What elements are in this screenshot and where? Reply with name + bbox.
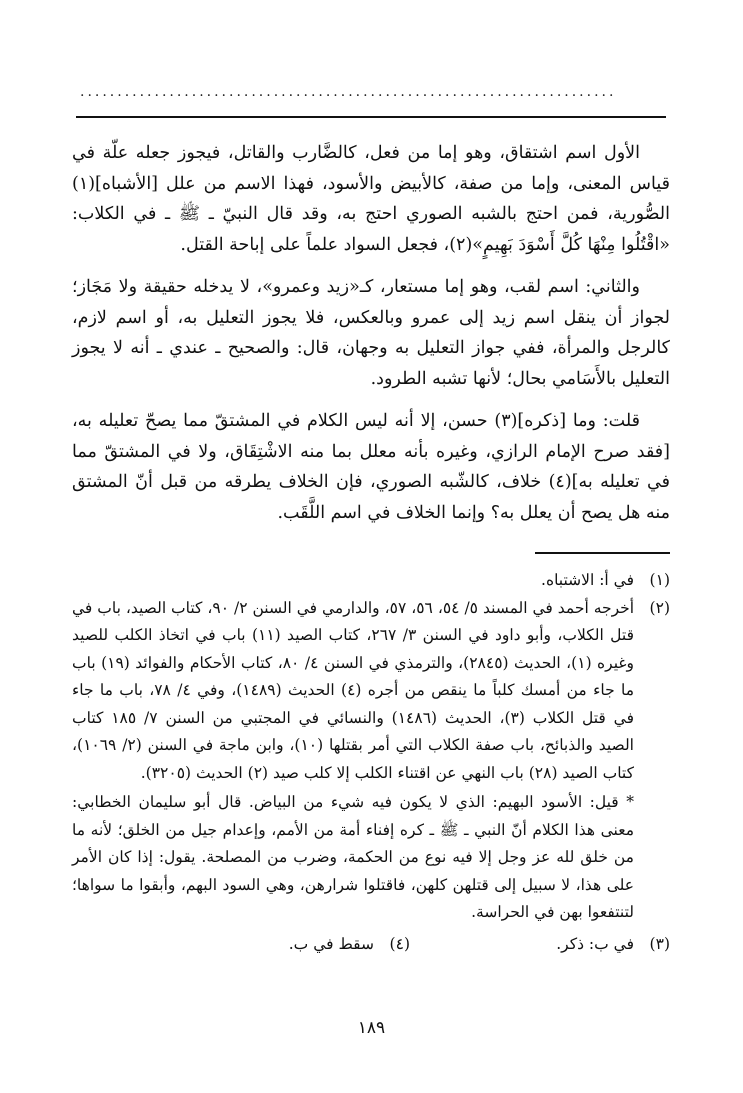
footnote-commentary: * قيل: الأسود البهيم: الذي لا يكون فيه شيء من البياض. قال أبو سليمان الخطابي: معنى هذا الكلام أنّ النبي ـ ﷺ ـ كره إفناء أمة من الأمم، وإعدام جيل من الخلق؛ لأنه ما من خلق لله عز وجل إلا فيه نوع من الحكمة، وضرب من المصلحة. يقول: إذا كان الأمر على هذا، لا سبيل إلى قتلهن كلهن، فاقتلوا شرارهن، وهي السود البهم، وأبقوا ما سواها؛ لتنتفعوا بهن في الحراسة. (72, 793, 634, 921)
footnote-3 (410, 931, 670, 959)
header-rule (76, 116, 666, 118)
paragraph-first: الأول اسم اشتقاق، وهو إما من فعل، كالضَّارب والقاتل، فيجوز جعله علّة في قياس المعنى، وإما من صفة، كالأبيض والأسود، فهذا الاسم من علل [الأشباه](١) الصُّورية، فمن احتج بالشبه الصوري احتج به، وقد قال النبيّ ـ ﷺ ـ في الكلاب: «اقْتُلُوا مِنْهَا كُلَّ أَسْوَدَ بَهِيمٍ»(٢)، فجعل السواد علماً على إباحة القتل. (72, 143, 670, 255)
page-number: ١٨٩ (357, 1018, 386, 1038)
footnote-1 (72, 567, 670, 595)
footnote-number: (٤) (389, 934, 410, 953)
footnote-number: (٣) (649, 934, 670, 953)
footnote-text: أخرجه أحمد في المسند ٥/ ٥٤، ٥٦، ٥٧، والدارمي في السنن ٢/ ٩٠، كتاب الصيد، باب في قتل الكلاب، وأبو داود في السنن ٣/ ٢٦٧، كتاب الصيد (١١) باب في اتخاذ الكلب للصيد وغيره (١)، الحديث (٢٨٤٥)، والترمذي في السنن ٤/ ٨٠، كتاب الأحكام والفوائد (١٩) باب ما جاء من أمسك كلباً ما ينقص من أجره (٤) الحديث (١٤٨٩)، وفي ٤/ ٧٨، باب ما جاء في قتل الكلاب (٣)، الحديث (١٤٨٦) والنسائي في المجتبي من السنن ٧/ ١٨٥ كتاب الصيد والذبائح، باب صفة الكلاب التي أمر بقتلها (١٠)، وابن ماجة في السنن (٢/ ١٠٦٩)، كتاب الصيد (٢٨) باب النهي عن اقتناء الكلب إلا كلب صيد (٢) الحديث (٣٢٠٥). (72, 598, 635, 782)
footnote-2 (72, 595, 670, 788)
footnote-text: في ب: ذكر. (556, 934, 634, 953)
paragraph-second: والثاني: اسم لقب، وهو إما مستعار، كـ«زيد وعمرو»، لا يدخله حقيقة ولا مَجَاز؛ لجواز أن ينقل اسم زيد إلى عمرو وبالعكس، فلا يجوز التعليل به، أو اسم لازم، كالرجل والمرأة، ففي جواز التعليل به وجهان، قال: والصحيح ـ عندي ـ أنه لا يجوز التعليل بالأَسَامي بحال؛ لأنها تشبه الطرود. (72, 277, 670, 389)
footnotes-section (72, 567, 670, 958)
footnote-row-3-4 (72, 931, 670, 959)
footnote-text: في أ: الاشتباه. (541, 571, 634, 589)
footnote-separator (535, 552, 670, 554)
footnote-text: سقط في ب. (288, 934, 374, 953)
footnote-4 (150, 931, 410, 959)
footnote-number: (١) (649, 571, 670, 589)
header-dotted-line: ........................................................................ (80, 84, 617, 100)
main-text-body (72, 138, 670, 540)
footnote-number: (٢) (649, 598, 670, 617)
paragraph-third: قلت: وما [ذكره](٣) حسن، إلا أنه ليس الكلام في المشتقّ مما يصحّ تعليله به، [فقد صرح الإمام الرازي، وغيره بأنه معلل بما منه الاشْتِقَاق، ولا في المشتقّ مما في تعليله به](٤) خلاف، كالشّبه الصوري، فإن الخلاف يطرقه من قبل أنّ المشتق منه هل يصح أن يعلل به؟ وإنما الخلاف في اسم اللَّقَب. (72, 411, 670, 523)
